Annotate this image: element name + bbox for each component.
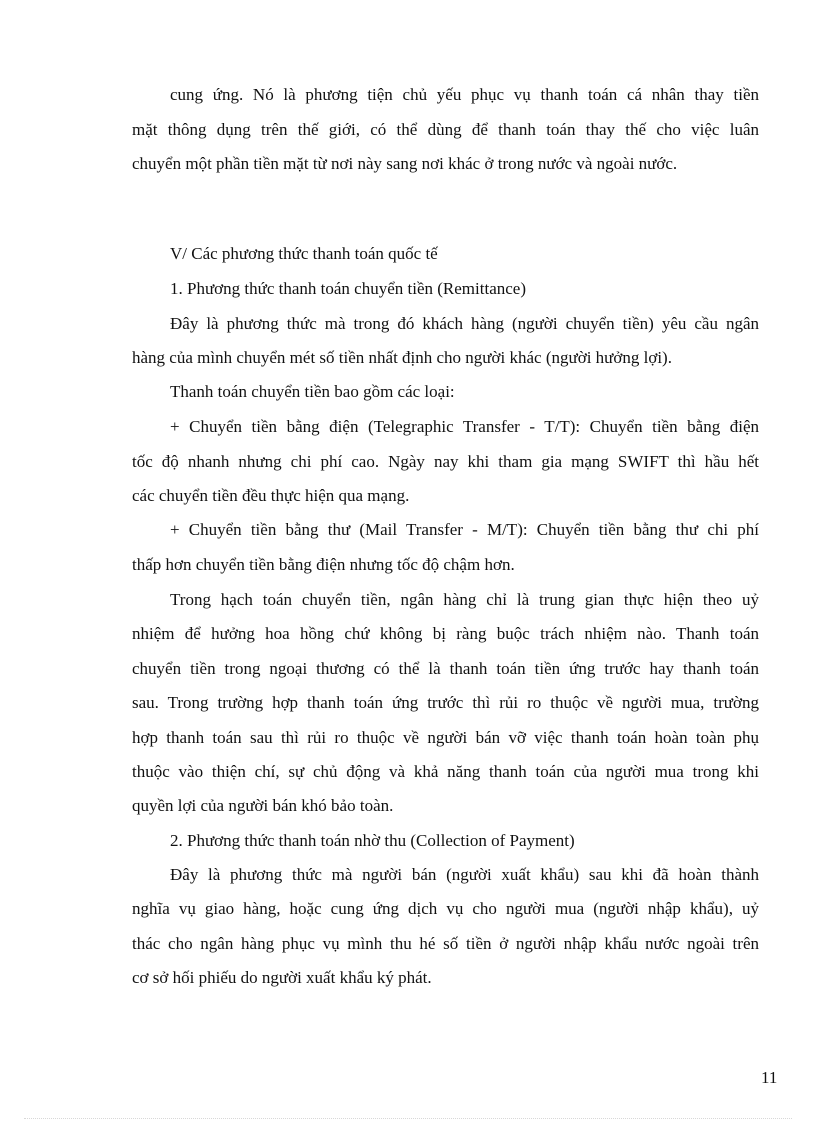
- text-line: thấp hơn chuyển tiền bằng điện nhưng tốc độ chậm hơn.: [132, 555, 515, 574]
- text-line: tốc độ nhanh nhưng chi phí cao. Ngày nay khi tham gia mạng SWIFT thì hầu hết: [132, 452, 759, 471]
- page-number: 11: [761, 1068, 778, 1087]
- text-line: chuyển một phần tiền mặt từ nơi này sang nơi khác ở trong nước và ngoài nước.: [132, 154, 678, 173]
- page-bottom-divider: [24, 1118, 792, 1119]
- text-line: hàng của mình chuyển mét số tiền nhất định cho người khác (người hưởng lợi).: [132, 348, 672, 367]
- text-line: Đây là phương thức mà người bán (người xuất khẩu) sau khi đã hoàn thành: [170, 865, 759, 884]
- text-line: Đây là phương thức mà trong đó khách hàng (người chuyển tiền) yêu cầu ngân: [170, 314, 759, 333]
- text-line: Trong hạch toán chuyển tiền, ngân hàng chỉ là trung gian thực hiện theo uỷ: [170, 590, 759, 609]
- text-line: hợp thanh toán sau thì rủi ro thuộc về người bán vỡ việc thanh toán hoàn toàn phụ: [132, 728, 759, 747]
- text-line: quyền lợi của người bán khó bảo toàn.: [132, 796, 394, 815]
- text-line: các chuyển tiền đều thực hiện qua mạng.: [132, 486, 410, 505]
- subsection-heading-remittance: 1. Phương thức thanh toán chuyển tiền (Remittance): [170, 279, 526, 298]
- text-line: nghĩa vụ giao hàng, hoặc cung ứng dịch vụ cho người mua (người nhập khẩu), uỷ: [132, 899, 759, 918]
- text-line: nhiệm để hưởng hoa hồng chứ không bị ràng buộc trách nhiệm nào. Thanh toán: [132, 624, 759, 643]
- text-line: cung ứng. Nó là phương tiện chủ yếu phục vụ thanh toán cá nhân thay tiền: [170, 85, 759, 104]
- remittance-types-intro: Thanh toán chuyển tiền bao gồm các loại:: [170, 382, 455, 401]
- text-line: chuyển tiền trong ngoại thương có thể là thanh toán tiền ứng trước hay thanh toán: [132, 659, 759, 678]
- text-line: + Chuyển tiền bằng thư (Mail Transfer - M/T): Chuyển tiền bằng thư chi phí: [170, 520, 759, 539]
- text-line: thác cho ngân hàng phục vụ mình thu hé số tiền ở người nhập khẩu nước ngoài trên: [132, 934, 759, 953]
- text-line: + Chuyển tiền bằng điện (Telegraphic Transfer - T/T): Chuyển tiền bằng điện: [170, 417, 759, 436]
- text-line: mặt thông dụng trên thế giới, có thể dùng để thanh toán thay thế cho việc luân: [132, 120, 759, 139]
- section-heading: V/ Các phương thức thanh toán quốc tế: [170, 244, 438, 263]
- subsection-heading-collection: 2. Phương thức thanh toán nhờ thu (Collection of Payment): [170, 831, 575, 850]
- text-line: cơ sở hối phiếu do người xuất khẩu ký phát.: [132, 968, 432, 987]
- text-line: sau. Trong trường hợp thanh toán ứng trước thì rủi ro thuộc về người mua, trường: [132, 693, 759, 712]
- text-line: thuộc vào thiện chí, sự chủ động và khả năng thanh toán của người mua trong khi: [132, 762, 759, 781]
